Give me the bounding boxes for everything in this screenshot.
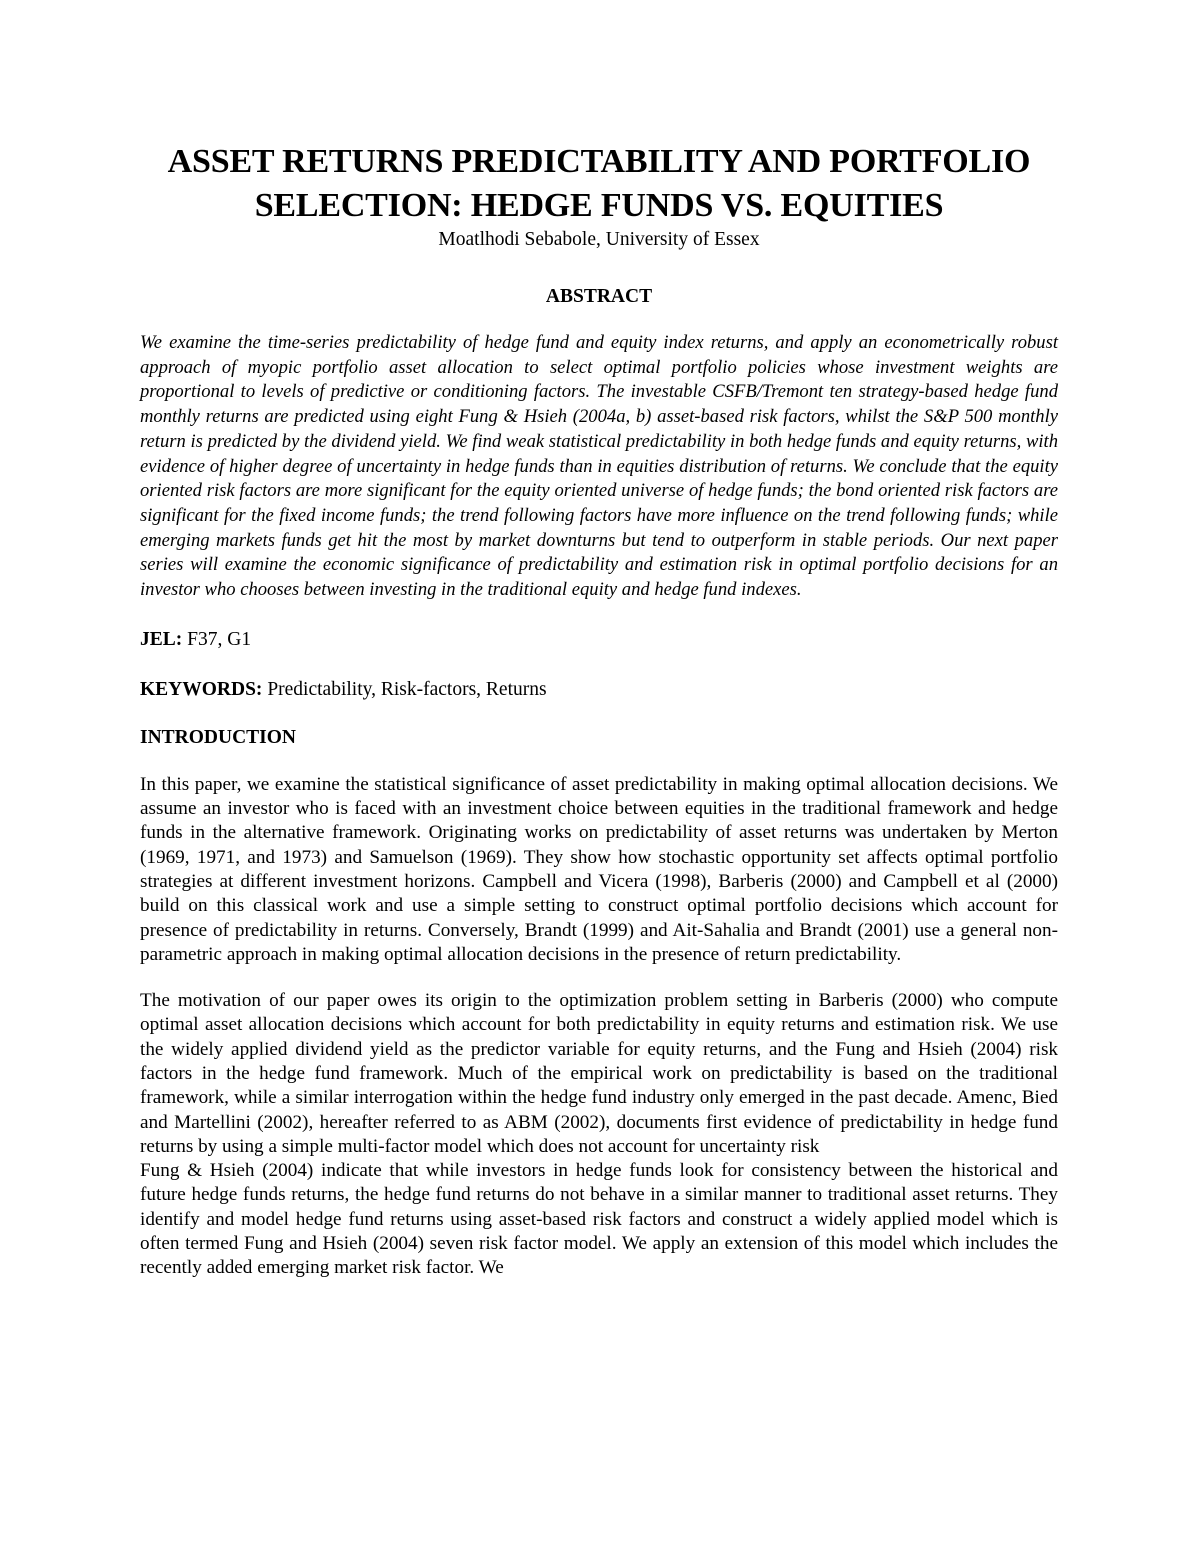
intro-paragraph-2: The motivation of our paper owes its origin to the optimization problem setting in Barberis (2000) who compute optimal asset allocation decisions which account for both predictability in equity returns and estimation risk. We use the widely applied dividend yield as the predictor variable for equity returns, and the Fung and Hsieh (2004) risk factors in the hedge fund framework. Much of the empirical work on predictability is based on the traditional framework, while a similar interrogation within the hedge fund industry only emerged in the past decade. Amenc, Bied and Martellini (2002), hereafter referred to as ABM (2002), documents first evidence of predictability in hedge fund returns by using a simple multi-factor model which does not account for uncertainty risk <box>140 990 1058 1157</box>
paper-page <box>140 140 1058 1281</box>
jel-value: F37, G1 <box>182 628 252 650</box>
title-line-1: ASSET RETURNS PREDICTABILITY AND PORTFOLIO <box>167 143 1031 180</box>
title-line-2: SELECTION: HEDGE FUNDS VS. EQUITIES <box>254 187 944 224</box>
author-affiliation: Moatlhodi Sebabole, University of Essex <box>438 229 760 250</box>
abstract-text: We examine the time-series predictability of hedge fund and equity index returns, and apply an econometrically robust approach of myopic portfolio asset allocation to select optimal portfolio policies whose investment weights are proportional to levels of predictive or conditioning factors. The investable CSFB/Tremont ten strategy-based hedge fund monthly returns are predicted using eight Fung & Hsieh (2004a, b) asset-based risk factors, whilst the S&P 500 monthly return is predicted by the dividend yield. We find weak statistical predictability in both hedge funds and equity returns, with evidence of higher degree of uncertainty in hedge funds than in equities distribution of returns. We conclude that the equity oriented risk factors are more significant for the equity oriented universe of hedge funds; the bond oriented risk factors are significant for the fixed income funds; the trend following factors have more influence on the trend following funds; while emerging markets funds get hit the most by market downturns but tend to outperform in stable periods. Our next paper series will examine the economic significance of predictability and estimation risk in optimal portfolio decisions for an investor who chooses between investing in the traditional equity and hedge fund indexes. <box>140 332 1058 601</box>
jel-codes <box>140 628 1058 652</box>
abstract-heading: ABSTRACT <box>545 286 653 307</box>
keywords-value: Predictability, Risk-factors, Returns <box>262 678 547 700</box>
intro-paragraph-1: In this paper, we examine the statistical significance of asset predictability in making optimal allocation decisions. We assume an investor who is faced with an investment choice between equities in the traditional framework and hedge funds in the alternative framework. Originating works on predictability of asset returns was undertaken by Merton (1969, 1971, and 1973) and Samuelson (1969). They show how stochastic opportunity set affects optimal portfolio strategies at different investment horizons. Campbell and Vicera (1998), Barberis (2000) and Campbell et al (2000) build on this classical work and use a simple setting to construct optimal portfolio decisions which account for presence of predictability in returns. Conversely, Brandt (1999) and Ait-Sahalia and Brandt (2001) use a general non-parametric approach in making optimal allocation decisions in the presence of return predictability. <box>140 773 1058 965</box>
jel-label: JEL: <box>140 628 183 650</box>
keywords <box>140 678 1058 702</box>
keywords-label: KEYWORDS: <box>140 678 263 700</box>
paper-title <box>140 140 1058 228</box>
intro-paragraph-3: Fung & Hsieh (2004) indicate that while investors in hedge funds look for consistency between the historical and future hedge funds returns, the hedge fund returns do not behave in a similar manner to traditional asset returns. They identify and model hedge fund returns using asset-based risk factors and construct a widely applied model which is often termed Fung and Hsieh (2004) seven risk factor model. We apply an extension of this model which includes the recently added emerging market risk factor. We <box>140 1160 1058 1279</box>
introduction-heading: INTRODUCTION <box>140 726 297 748</box>
